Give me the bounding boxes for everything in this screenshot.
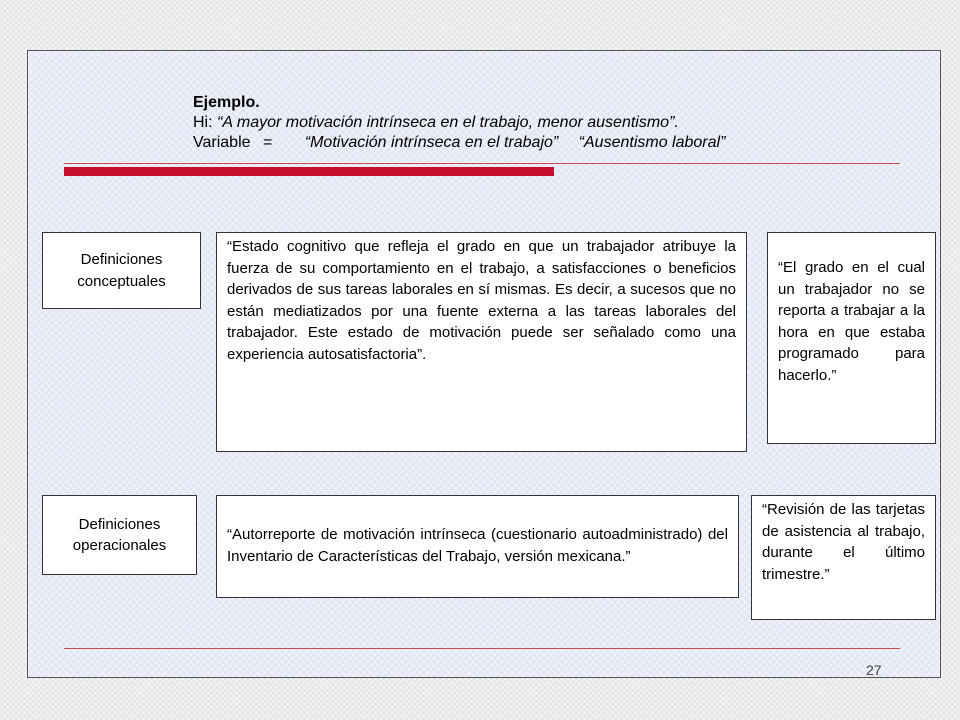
operational-definition-2	[751, 495, 936, 620]
hypothesis-line	[193, 113, 725, 133]
conceptual-definition-1	[216, 232, 747, 452]
variable-equals: =	[262, 134, 273, 151]
conceptual-definition-2-text: “El grado en el cual un trabajador no se reporta a trabajar a la hora en que estaba programado para hacerlo.”	[778, 259, 925, 384]
variable-label: Variable	[193, 134, 251, 151]
conceptual-definition-2	[767, 232, 936, 444]
label-operational	[42, 495, 197, 575]
header-accent-bar	[64, 167, 554, 176]
label-operational-text: Definiciones operacionales	[72, 515, 167, 554]
hypothesis-text: “A mayor motivación intrínseca en el trabajo, menor ausentismo”.	[217, 114, 679, 131]
operational-definition-1-text: “Autorreporte de motivación intrínseca (cuestionario autoadministrado) del Inventario de Características del Trabajo, versión mexicana.”	[227, 526, 728, 565]
conceptual-definition-1-text: “Estado cognitivo que refleja el grado en que un trabajador atribuye la fuerza de su comportamiento en el trabajo, a satisfacciones o beneficios derivados de sus tareas laborales en sí mismas. Es decir, a sucesos que no están mediatizados por una fuente externa a las tareas laborales del trabajador. Este estado de motivación puede ser señalado como una experiencia autosatisfactoria”.	[227, 238, 736, 363]
footer-line	[64, 648, 900, 649]
header-title: Ejemplo.	[193, 94, 260, 111]
operational-definition-1	[216, 495, 739, 598]
label-conceptual	[42, 232, 201, 309]
operational-definition-2-text: “Revisión de las tarjetas de asistencia al trabajo, durante el último trimestre.”	[762, 501, 925, 583]
header-thin-line	[64, 163, 900, 164]
variable-line	[193, 133, 725, 153]
slide-header	[193, 93, 725, 153]
slide	[27, 50, 941, 678]
variable-2: “Ausentismo laboral”	[578, 134, 726, 151]
page-number: 27	[866, 662, 882, 678]
variable-1: “Motivación intrínseca en el trabajo”	[304, 134, 559, 151]
label-conceptual-text: Definiciones conceptuales	[77, 251, 166, 290]
hypothesis-prefix: Hi:	[193, 114, 213, 131]
